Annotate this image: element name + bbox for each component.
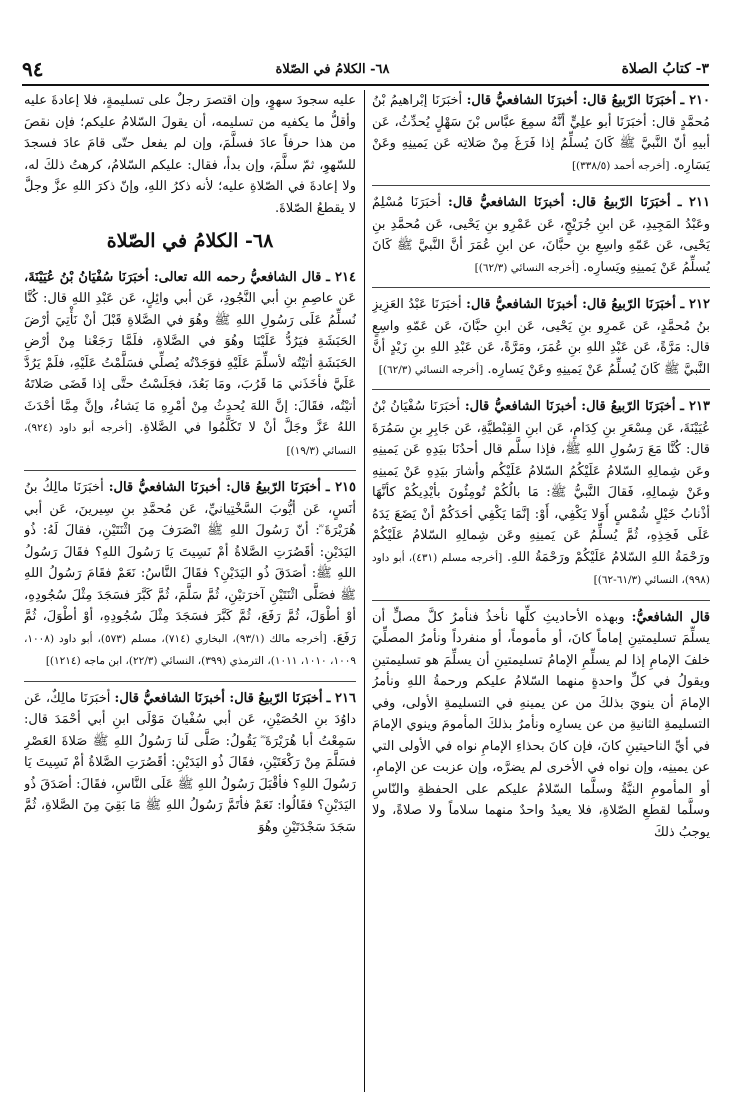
commentary-text: وبهذه الأحاديثِ كلِّها نأخذُ فنأمرُ كلَّ مصلٍّ أن يسلِّمَ تسليمتينِ إماماً كانَ، أو مأموماً، أو منفرداً ونأمرُ المصلِّيَ خلفَ الإمامِ إذا لم يسلِّمِ الإمامُ تسليمتينِ أن يسلِّمَ هو تسليمتينِ ويقولُ في كلِّ واحدةٍ منهما السّلامُ عليكم ورحمةُ اللهِ ونأمرُ الإمامَ أن ينويَ بذلكَ من عن يمينهِ في التسليمةِ الأولى، وفي التسليمةِ الثانيةِ من عن يسارِه ونأمرُ بذلكَ المأمومَ وينوي الإمامَ في أيِّ الناحيتينِ كانَ، فإن كانَ بحذاءِ الإمامِ نواه في الأولى التي عن يمينِه، وإن نواه في الأخرى لم يضرَّه، وإن عزبت عن الإمامِ، أو المأمومِ النيَّةُ وسلَّما السّلامُ عليكم على الحفظةِ والنّاسِ وسلَّما لقطعِ الصّلاةِ، فلا يعيدُ واحدٌ منهما سلاماً ولا صلاةً، ولا يوجبُ ذلكَ [372, 609, 710, 840]
column-divider [364, 90, 365, 1092]
left-column [24, 90, 356, 1092]
hadith-text: أخبَرَنَا مالِكُ بنُ أنَسٍ، عَن أيُّوبَ السَّخْتِيانيِّ، عَن مُحمَّدِ بنِ سِيرينَ، عَن أبي هُرَيْرَةَ ؓ: أنّ رَسُولَ اللهِ ﷺ انْصَرَفَ مِنَ اثْنَتَيْنِ، فقالَ لَهُ: ذُو اليَدَيْنِ: أقَصُرَتِ الصَّلاةُ أمْ نَسِيتَ يَا رَسُولَ اللهِ؟ فقَالَ رَسُولُ اللهِ ﷺ: أصَدَقَ ذُو اليَدَيْنِ؟ فقَالَ النَّاسُ: نَعَمْ فقَامَ رَسُولُ اللهِ ﷺ فصَلَّى اثْنَتَيْنِ آخرَتيْنِ، ثُمَّ سَلَّمَ، ثُمَّ كَبَّرَ فسَجَدَ مِثْلَ سُجُودِهِ، أوْ أطْوَلَ، ثُمَّ رَفَعَ، ثُمَّ كَبَّرَ فسَجَدَ مِثْلَ سُجُودِهِ، أوْ أطْوَلَ، ثُمَّ رَفَعَ. [24, 480, 356, 646]
hadith-text: أخبَرَنَا مُسْلِمٌ وعَبْدُ المَجِيدِ، عَن ابنِ جُرَيْجٍ، عَن عَمْرِو بنِ يَحْيى، عَن مُحمَّدِ بنِ يَحْيى، عَن عَمّهِ واسِعِ بنِ حبَّانَ، عن ابنِ عُمَرَ أنَّ النَّبيَّ ﷺ كَانَ يُسلِّمُ عَنْ يَمينِهِ ويَسارِه. [372, 195, 710, 275]
commentary-continuation: عليه سجودَ سهوٍ، وإن اقتصرَ رجلٌ على تسليمةٍ، فلا إعادةَ عليه وأقلُّ ما يكفيه من تسليمه، أن يقولَ السّلامُ عليكم؛ فإن نقصَ من هذا حرفاً عادَ فسلَّمَ، وإن لم يفعل حتّى قامَ عادَ فسجدَ للسّهوِ، ثمّ سلَّمَ، وإن بدأ، فقال: عليكم السّلامُ، كرهتُ ذلكَ له، ولا إعادةَ في الصّلاةِ عليه؛ لأنه ذكرُ اللهِ، وإنّ ذكرَ اللهِ عزَّ وجلَّ لا يقطعُ الصّلاةَ. [24, 93, 356, 216]
hadith-210 [372, 90, 710, 177]
hadith-text: أخبَرَنَا إبْراهيمُ بْنُ مُحمَّدٍ قال: أخبَرَنَا أبو علِيٍّ أنَّهُ سمِعَ عبَّاس بْنَ سَهْلٍ يُحدِّثُ، عَن أبيهِ أنّ النَّبيَّ ﷺ كَانَ يُسلِّمُ إذا فَرَغَ مِنْ صَلاتِه عَن يَمينِهِ وعَنْ يَسَارِه. [372, 93, 710, 173]
hadith-number: ٢١٥ ـ [325, 480, 356, 495]
hadith-source: [أخرجه النسائي (٦٢/٣)] [378, 363, 484, 376]
section-title: ٦٨- الكلامُ في الصّلاة [106, 230, 274, 252]
hadith-number: ٢١٣ ـ [680, 399, 710, 414]
hadith-number: ٢١٦ ـ [326, 690, 356, 706]
hadith-source: [أخرجه أبو داود (٩٢٤)، النسائي (١٩/٣)] [24, 422, 356, 457]
commentary-lead: قال الشافعيُّ: [631, 609, 710, 625]
hadith-number: ٢١٤ ـ [326, 269, 356, 285]
hadith-216 [24, 681, 356, 839]
page-header [22, 55, 709, 83]
hadith-isnad: أخبَرَنَا الرّبيعُ قال: أخبرَنَا الشافعيُّ قال: [466, 93, 676, 108]
hadith-215 [24, 470, 356, 673]
hadith-214 [24, 267, 356, 463]
hadith-source: [أخرجه أحمد (٣٣٨/٥)] [571, 159, 670, 172]
hadith-number: ٢١١ ـ [677, 195, 710, 210]
right-column [372, 90, 710, 1092]
hadith-212 [372, 287, 710, 381]
hadith-text: عَن عاصِمِ بنِ أبي النَّجُودِ، عَن أبي وائِلٍ، عَن عَبْدِ اللهِ قال: كُنَّا نُسلِّمُ عَلَى رَسُولِ اللهِ ﷺ وهُوَ في الصَّلاةِ قَبْلَ أنْ نَأْتِيَ أرْضَ الحَبَشَةِ فيَرُدُّ عَلَيْنَا وهُوَ في الصَّلاةِ، فلَمَّا رَجَعْنا مِنْ أرْضِ الحَبَشَةِ أتيْتُه لأسلِّمَ عَلَيْهِ فوَجَدْتُه يُصلِّي فسَلَّمْتُ عَلَيْهِ، فلَمْ يَرُدَّ عَلَيَّ فأخَذَني مَا قَرُبَ، ومَا بَعُدَ، فجَلَسْتُ حتَّى إذا قَضَى صَلاتَهُ أتيْتُه، فقَالَ: إنَّ اللهَ يُحدِثُ مِنْ أمْرِهِ مَا يَشاءُ، وإنَّ مِمَّا أحْدَثَ اللهُ عَزَّ وجَلَّ أنْ لا تَكَلَّمُوا في الصَّلاةِ. [24, 291, 356, 435]
hadith-text: أخبَرَنَا سُفْيَانُ بْنُ عُيَيْنَةَ، عَن مِسْعَرِ بنِ كِدَامٍ، عَن ابنِ القِبْطيَّةِ، عَن جَابِرِ بنِ سَمُرَةَ قال: كُنَّا مَعَ رَسُولِ اللهِ ﷺ، فإذا سلَّم قال أحدُنَا بيَدِهِ عَن يَمينِهِ وعَن شِمالِهِ السّلامُ عَلَيْكُمُ السّلامُ عَلَيْكُم وأشارَ بيَدِهِ عَنْ يَمينِهِ وعَنْ شِمالِهِ، فَقالَ النَّبيُّ ﷺ: مَا بالُكُمْ تُومِئُونَ بأيْدِيكُمْ كأنَّهَا أذْنابُ خَيْلٍ شُمْسٍ أَوَلا يَكْفِي، أَوْ: إنَّمَا يَكْفِي أحَدَكُمْ أنْ يَضَعَ يَدَهُ عَلَى فَخِذِهِ، ثُمَّ يُسلِّمُ عَن يَمينِهِ وعَن شِمالِهِ السّلامُ عَلَيْكُمْ ورَحْمَةُ اللهِ السّلامُ عَلَيْكُمْ ورَحْمَةُ اللهِ. [372, 399, 710, 565]
page-number: ٩٤ [22, 57, 44, 81]
hadith-isnad: قال الشافعيُّ رحمه الله تعالى: أخبَرَنَا سُفْيَانُ بْنُ عُيَيْنَةَ، [24, 269, 322, 285]
hadith-source: [أخرجه مسلم (٤٣١)، أبو داود (٩٩٨)، النسائي (٦١/٣-٦٢)] [372, 551, 710, 586]
running-title: ٦٨- الكلامُ في الصّلاة [275, 61, 390, 77]
hadith-isnad: أخبَرَنَا الرّبيعُ قال: أخبرَنَا الشافعيُّ قال: [114, 690, 323, 706]
hadith-isnad: أخبَرَنَا الرّبيعُ قال: أخبرَنَا الشافعيُّ قال: [448, 195, 671, 210]
hadith-text: أخبَرَنَا عَبْدُ العَزِيزِ بنُ مُحمَّدٍ، عَن عَمرِو بنِ يَحْيى، عَن ابنِ حبَّانَ، عَن عَمّهِ واسِعٍ قال: مَرَّةً، عَن عَبْدِ اللهِ بنِ عُمَرَ، ومَرَّةً، عَن عَبْدِ اللهِ بنِ زَيْدٍ أنَّ النَّبيَّ ﷺ كَانَ يُسلِّمُ عَنْ يَمينِهِ وعَنْ يَسارِه. [372, 297, 710, 377]
hadith-isnad: أخبَرَنَا الرّبيعُ قال: أخبرَنَا الشافعيُّ قال: [464, 399, 676, 414]
chapter-title: ٣- كتابُ الصلاة [621, 61, 709, 77]
shafii-commentary [372, 600, 710, 844]
hadith-isnad: أخبَرَنَا الرّبيعُ قال: أخبرَنَا الشافعيُّ قال: [466, 297, 676, 312]
hadith-source: [أخرجه مالك (٩٣/١)، البخاري (٧١٤)، مسلم (٥٧٣)، أبو داود (١٠٠٨، ١٠٠٩، ١٠١٠، ١٠١١)، الترمذي (٣٩٩)، النسائي (٢٢/٣)، ابن ماجه (١٢١٤)] [24, 632, 356, 667]
hadith-isnad: أخبَرَنَا الرّبيعُ قال: أخبرَنَا الشافعيُّ قال: [108, 480, 321, 495]
hadith-text: أخبَرَنَا مالِكٌ، عَن داوُدَ بنِ الحُصَيْنِ، عَن أبي سُفْيانَ مَوْلَى ابنِ أبي أحْمَدَ قال: سَمِعْتُ أبا هُرَيْرَةَ ؓ يَقُولُ: صَلَّى لَنا رَسُولُ اللهِ ﷺ صَلاةَ العَصْرِ فسَلَّمَ مِنْ رَكْعَتَيْنِ، فقَالَ ذُو اليَدَيْنِ: أقَصُرَتِ الصَّلاةُ أمْ نَسِيتَ يَا رَسُولَ اللهِ؟ فأقْبَلَ رَسُولُ اللهِ ﷺ عَلَى النَّاسِ، فقَالَ: أصَدَقَ ذُو اليَدَيْنِ؟ فقَالُوا: نَعَمْ فأتَمَّ رَسُولُ اللهِ ﷺ مَا بَقِيَ مِنَ الصَّلاةِ، ثُمَّ سَجَدَ سَجْدَتَيْنِ وهُوَ [24, 690, 356, 835]
hadith-number: ٢١٢ ـ [680, 297, 710, 312]
hadith-211 [372, 185, 710, 279]
hadith-number: ٢١٠ ـ [680, 93, 710, 108]
hadith-213 [372, 389, 710, 592]
header-rule [22, 84, 709, 86]
hadith-source: [أخرجه النسائي (٦٢/٣)] [474, 261, 579, 274]
